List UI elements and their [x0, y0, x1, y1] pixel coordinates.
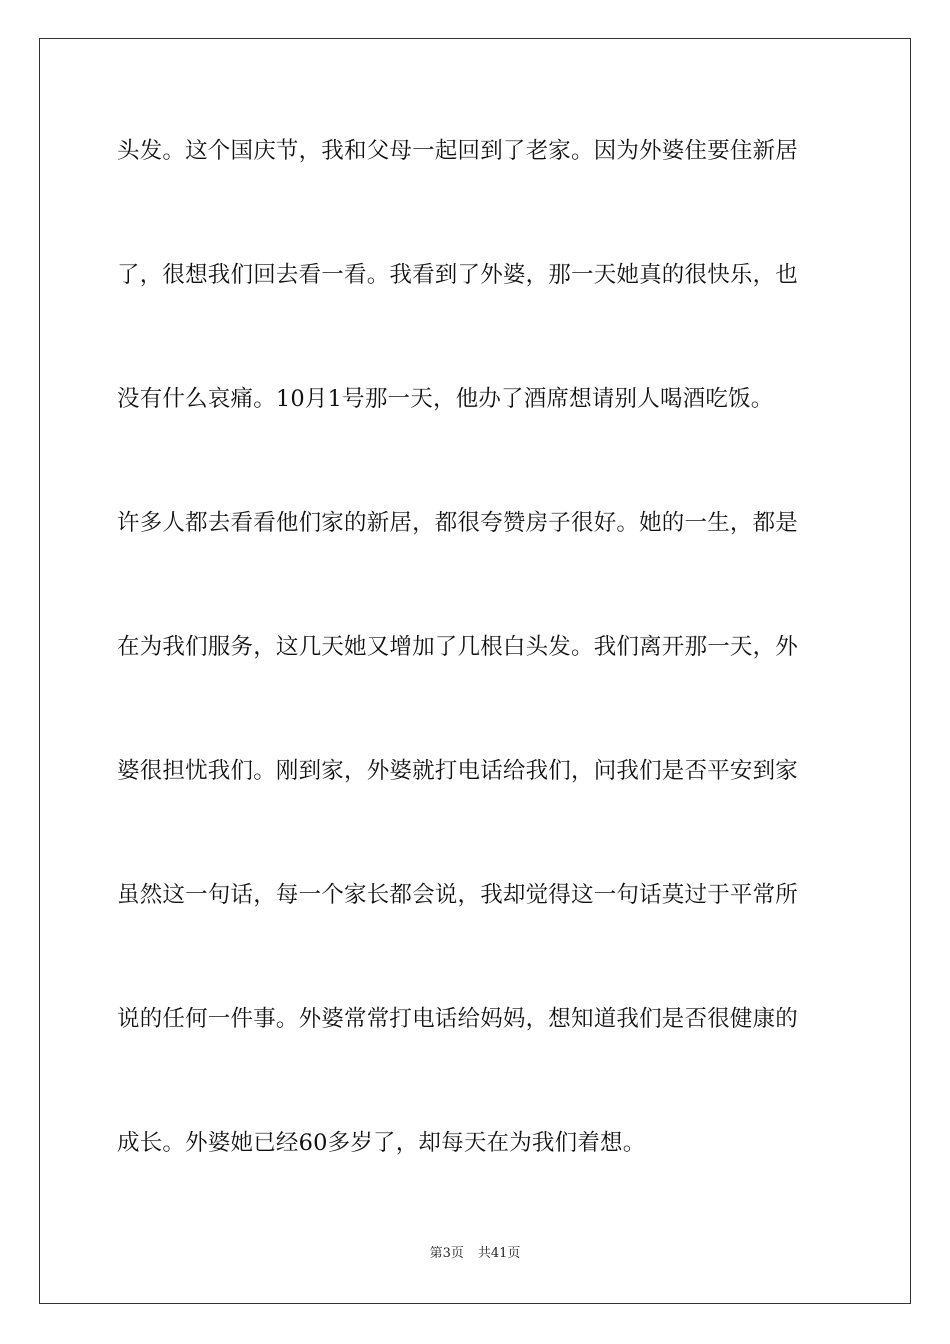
body-text-line-4: 许多人都去看看他们家的新居，都很夸赞房子很好。她的一生，都是	[117, 510, 799, 536]
page-number: 第3页	[429, 1246, 464, 1261]
page-border	[39, 38, 911, 1304]
body-text-line-3: 没有什么哀痛。10月1号那一天，他办了酒席想请别人喝酒吃饭。	[117, 386, 774, 412]
body-text-line-5: 在为我们服务，这几天她又增加了几根白头发。我们离开那一天，外	[117, 634, 799, 660]
body-text-line-7: 虽然这一句话，每一个家长都会说，我却觉得这一句话莫过于平常所	[117, 882, 799, 908]
body-text-line-8: 说的任何一件事。外婆常常打电话给妈妈，想知道我们是否很健康的	[117, 1006, 799, 1032]
body-text-line-1: 头发。这个国庆节，我和父母一起回到了老家。因为外婆住要住新居	[117, 138, 799, 164]
page-footer	[0, 1245, 950, 1263]
body-text-line-2: 了，很想我们回去看一看。我看到了外婆，那一天她真的很快乐，也	[117, 262, 799, 288]
body-text-line-6: 婆很担忧我们。刚到家，外婆就打电话给我们，问我们是否平安到家	[117, 758, 799, 784]
body-text-line-9: 成长。外婆她已经60多岁了，却每天在为我们着想。	[117, 1130, 646, 1156]
total-pages: 共41页	[477, 1246, 521, 1261]
